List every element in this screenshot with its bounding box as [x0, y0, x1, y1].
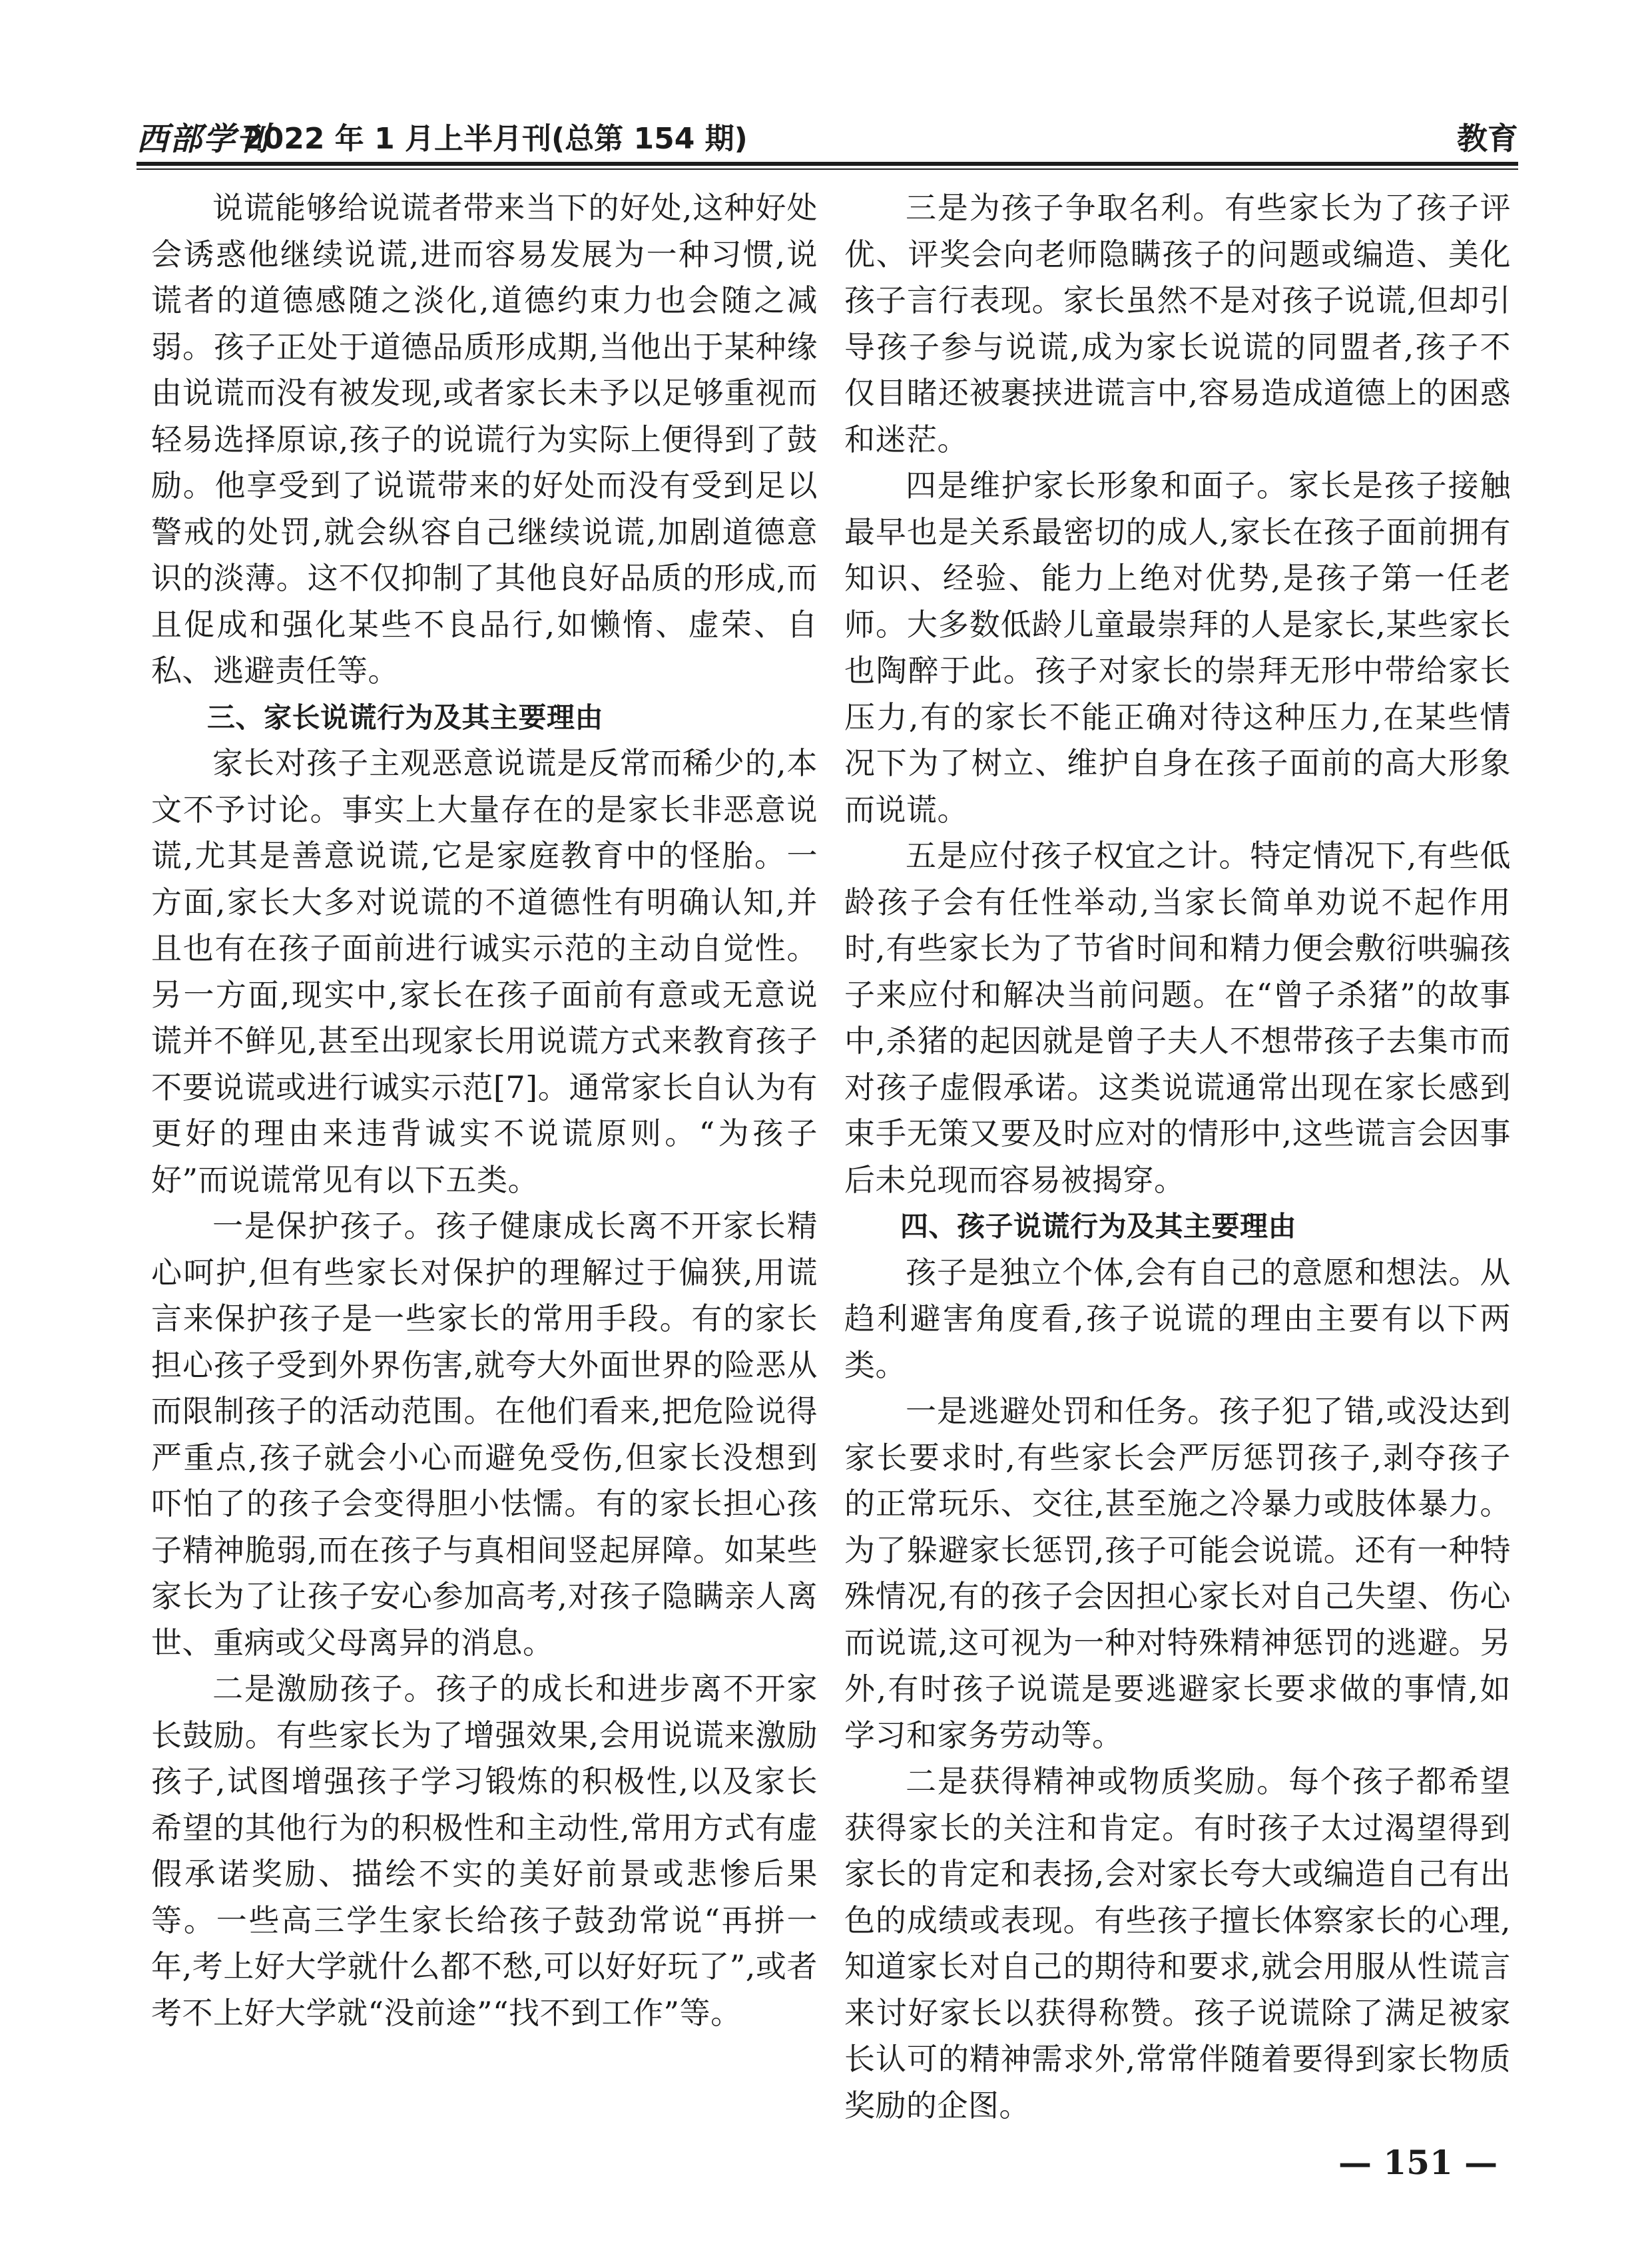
- paragraph: 三是为孩子争取名利。有些家长为了孩子评优、评奖会向老师隐瞒孩子的问题或编造、美化孩子言行表现。家长虽然不是对孩子说谎,但却引导孩子参与说谎,成为家长说谎的同盟者,孩子不仅目睹还被裹挟进谎言中,容易造成道德上的困惑和迷茫。: [844, 190, 1511, 457]
- paragraph: 家长对孩子主观恶意说谎是反常而稀少的,本文不予讨论。事实上大量存在的是家长非恶意说谎,尤其是善意说谎,它是家庭教育中的怪胎。一方面,家长大多对说谎的不道德性有明确认知,并且也有在孩子面前进行诚实示范的主动自觉性。另一方面,现实中,家长在孩子面前有意或无意说谎并不鲜见,甚至出现家长用说谎方式来教育孩子不要说谎或进行诚实示范[7]。通常家长自认为有更好的理由来违背诚实不说谎原则。“为孩子好”而说谎常见有以下五类。: [151, 745, 818, 1198]
- paragraph: 五是应付孩子权宜之计。特定情况下,有些低龄孩子会有任性举动,当家长简单劝说不起作用时,有些家长为了节省时间和精力便会敷衍哄骗孩子来应付和解决当前问题。在“曾子杀猪”的故事中,杀猪的起因就是曾子夫人不想带孩子去集市而对孩子虚假承诺。这类说谎通常出现在家长感到束手无策又要及时应对的情形中,这些谎言会因事后未兑现而容易被揭穿。: [844, 838, 1511, 1198]
- section-label: 教育: [1457, 121, 1518, 156]
- left-column: [151, 185, 818, 2036]
- journal-logo: 西部学刊: [137, 121, 270, 158]
- paragraph: 二是获得精神或物质奖励。每个孩子都希望获得家长的关注和肯定。有时孩子太过渴望得到家长的肯定和表扬,会对家长夸大或编造自己有出色的成绩或表现。有些孩子擅长体察家长的心理,知道家长对自己的期待和要求,就会用服从性谎言来讨好家长以获得称赞。孩子说谎除了满足被家长认可的精神需求外,常常伴随着要得到家长物质奖励的企图。: [844, 1763, 1511, 2123]
- paragraph: 一是逃避处罚和任务。孩子犯了错,或没达到家长要求时,有些家长会严厉惩罚孩子,剥夺孩子的正常玩乐、交往,甚至施之冷暴力或肢体暴力。为了躲避家长惩罚,孩子可能会说谎。还有一种特殊情况,有的孩子会因担心家长对自己失望、伤心而说谎,这可视为一种对特殊精神惩罚的逃避。另外,有时孩子说谎是要逃避家长要求做的事情,如学习和家务劳动等。: [844, 1393, 1511, 1753]
- right-column: [844, 185, 1511, 2129]
- paragraph: 一是保护孩子。孩子健康成长离不开家长精心呵护,但有些家长对保护的理解过于偏狭,用谎言来保护孩子是一些家长的常用手段。有的家长担心孩子受到外界伤害,就夸大外面世界的险恶从而限制孩子的活动范围。在他们看来,把危险说得严重点,孩子就会小心而避免受伤,但家长没想到吓怕了的孩子会变得胆小怯懦。有的家长担心孩子精神脆弱,而在孩子与真相间竖起屏障。如某些家长为了让孩子安心参加高考,对孩子隐瞒亲人离世、重病或父母离异的消息。: [151, 1208, 818, 1661]
- issue-info: 2022 年 1 月上半月刊(总第 154 期): [243, 122, 748, 156]
- paragraph: 说谎能够给说谎者带来当下的好处,这种好处会诱惑他继续说谎,进而容易发展为一种习惯,说谎者的道德感随之淡化,道德约束力也会随之减弱。孩子正处于道德品质形成期,当他出于某种缘由说谎而没有被发现,或者家长未予以足够重视而轻易选择原谅,孩子的说谎行为实际上便得到了鼓励。他享受到了说谎带来的好处而没有受到足以警戒的处罚,就会纵容自己继续说谎,加剧道德意识的淡薄。这不仅抑制了其他良好品质的形成,而且促成和强化某些不良品行,如懒惰、虚荣、自私、逃避责任等。: [151, 190, 818, 689]
- header-rule-thick: [137, 162, 1518, 166]
- page-number: — 151 —: [1338, 2143, 1498, 2182]
- page-header: [137, 113, 1518, 160]
- paragraph: 二是激励孩子。孩子的成长和进步离不开家长鼓励。有些家长为了增强效果,会用说谎来激励孩子,试图增强孩子学习锻炼的积极性,以及家长希望的其他行为的积极性和主动性,常用方式有虚假承诺奖励、描绘不实的美好前景或悲惨后果等。一些高三学生家长给孩子鼓劲常说“再拼一年,考上好大学就什么都不愁,可以好好玩了”,或者考不上好大学就“没前途”“找不到工作”等。: [151, 1671, 818, 2031]
- section-heading: 四、孩子说谎行为及其主要理由: [900, 1210, 1297, 1243]
- paragraph: 孩子是独立个体,会有自己的意愿和想法。从趋利避害角度看,孩子说谎的理由主要有以下两类。: [844, 1254, 1511, 1383]
- section-heading: 三、家长说谎行为及其主要理由: [207, 701, 604, 734]
- header-rule-thin: [137, 168, 1518, 170]
- paragraph: 四是维护家长形象和面子。家长是孩子接触最早也是关系最密切的成人,家长在孩子面前拥有知识、经验、能力上绝对优势,是孩子第一任老师。大多数低龄儿童最崇拜的人是家长,某些家长也陶醉于此。孩子对家长的崇拜无形中带给家长压力,有的家长不能正确对待这种压力,在某些情况下为了树立、维护自身在孩子面前的高大形象而说谎。: [844, 467, 1511, 828]
